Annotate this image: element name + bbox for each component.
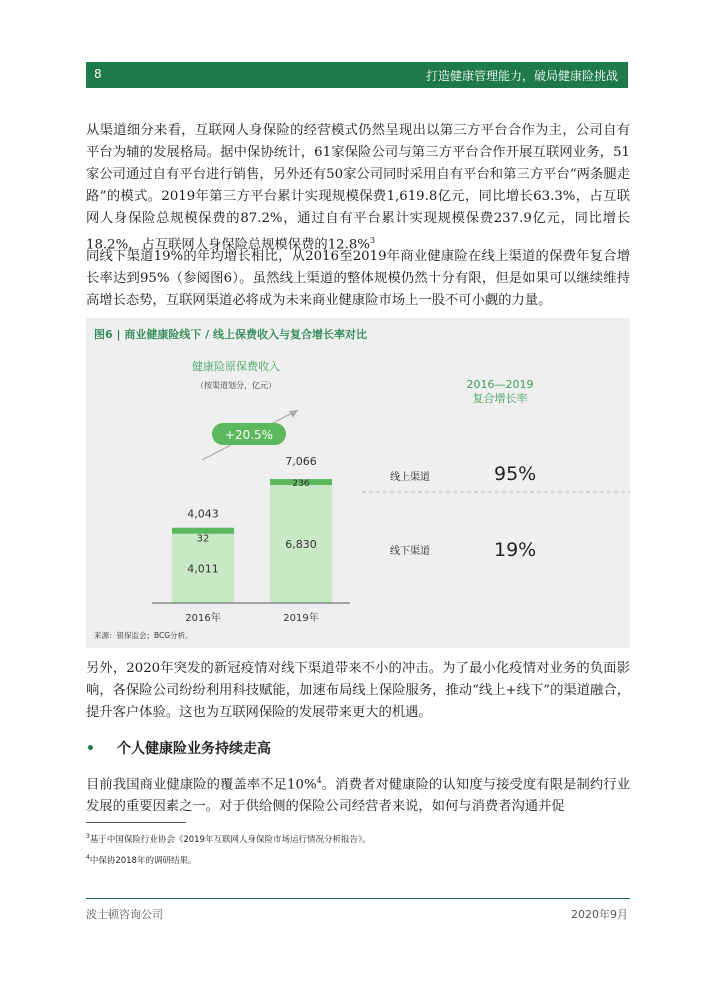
- footer-date: 2020年9月: [571, 908, 628, 921]
- cagr-header-line1: 2016—2019: [466, 378, 534, 391]
- figure-source: 来源：银保监会；BCG分析。: [94, 631, 193, 640]
- label-online-1: 32: [196, 533, 210, 545]
- page-number: 8: [94, 67, 102, 81]
- label-offline-1: 4,011: [187, 562, 219, 576]
- label-total-2: 7,066: [285, 455, 317, 469]
- section-heading: [86, 738, 271, 758]
- footnotes: [86, 828, 371, 870]
- figure-title: 图6 | 商业健康险线下 / 线上保费收入与复合增长率对比: [94, 328, 368, 341]
- paragraph-growth: 同线下渠道19%的年均增长相比，从2016至2019年商业健康险在线上渠道的保费年复合增长率达到95%（参阅图6）。虽然线上渠道的整体规模仍然十分有限，但是如果可以继续维持高增长态势，互联网渠道必将成为未来商业健康险市场上一股不可小觑的力量。: [86, 249, 630, 308]
- cagr-value-offline: 19%: [494, 539, 537, 561]
- paragraph-channels: 从渠道细分来看，互联网人身保险的经营模式仍然呈现出以第三方平台合作为主，公司自有平台为辅的发展格局。据中保协统计，61家保险公司与第三方平台合作开展互联网业务，51家公司通过自有平台进行销售，另外还有50家公司同时采用自有平台和第三方平台“两条腿走路”的模式。2019年第三方平台累计实现规模保费1,619.8亿元，同比增长63.3%，占互联网人身保险总规模保费的87.2%，通过自有平台累计实现规模保费237.9亿元，同比增长18.2%，占互联网人身保险总规模保费的12.8%$^3$: [86, 123, 630, 253]
- paragraph-coverage: 目前我国商业健康险的覆盖率不足10%$^4$。消费者对健康险的认知度与接受度有限是制约行业发展的重要因素之一。对于供给侧的保险公司经营者来说，如何与消费者沟通并促: [86, 776, 631, 815]
- figure-6: [86, 318, 630, 648]
- chart-svg: [86, 348, 630, 648]
- cagr-label-online: 线上渠道: [390, 472, 430, 483]
- cagr-value-online: 95%: [494, 463, 537, 485]
- footer-company: 波士顿咨询公司: [86, 908, 163, 921]
- bars-group: [172, 455, 332, 624]
- cagr-label-offline: 线下渠道: [390, 546, 430, 557]
- page-header: [86, 62, 628, 88]
- chart-subtitle: （按渠道划分，亿元）: [196, 381, 276, 390]
- paragraph-covid: 另外，2020年突发的新冠疫情对线下渠道带来不小的冲击。为了最小化疫情对业务的负面影响，各保险公司纷纷利用科技赋能，加速布局线上保险服务，推动“线上+线下”的渠道融合，提升客户体验。这也为互联网保险的发展带来更大的机遇。: [86, 661, 630, 720]
- section-heading-text: 个人健康险业务持续走高: [116, 741, 271, 757]
- cagr-header-line2: 复合增长率: [472, 392, 528, 405]
- label-total-1: 4,043: [187, 507, 219, 521]
- footnote-3: $^3$基于中国保险行业协会《2019年互联网人身保险市场运行情况分析报告》。: [86, 833, 371, 845]
- label-online-2: 236: [292, 479, 310, 490]
- footer-rule: [86, 898, 630, 899]
- footnote-rule: [86, 822, 186, 823]
- growth-badge-label: +20.5%: [224, 428, 274, 442]
- x-tick-label-1: 2016年: [185, 613, 221, 624]
- bullet-dot: •: [86, 741, 95, 757]
- footnote-4: $^4$中保协2018年的调研结果。: [86, 853, 197, 866]
- x-tick-label-2: 2019年: [283, 613, 319, 624]
- chart-title: 健康险原保费收入: [192, 360, 280, 373]
- header-title: 打造健康管理能力，破局健康险挑战: [425, 69, 618, 83]
- label-offline-2: 6,830: [285, 538, 317, 552]
